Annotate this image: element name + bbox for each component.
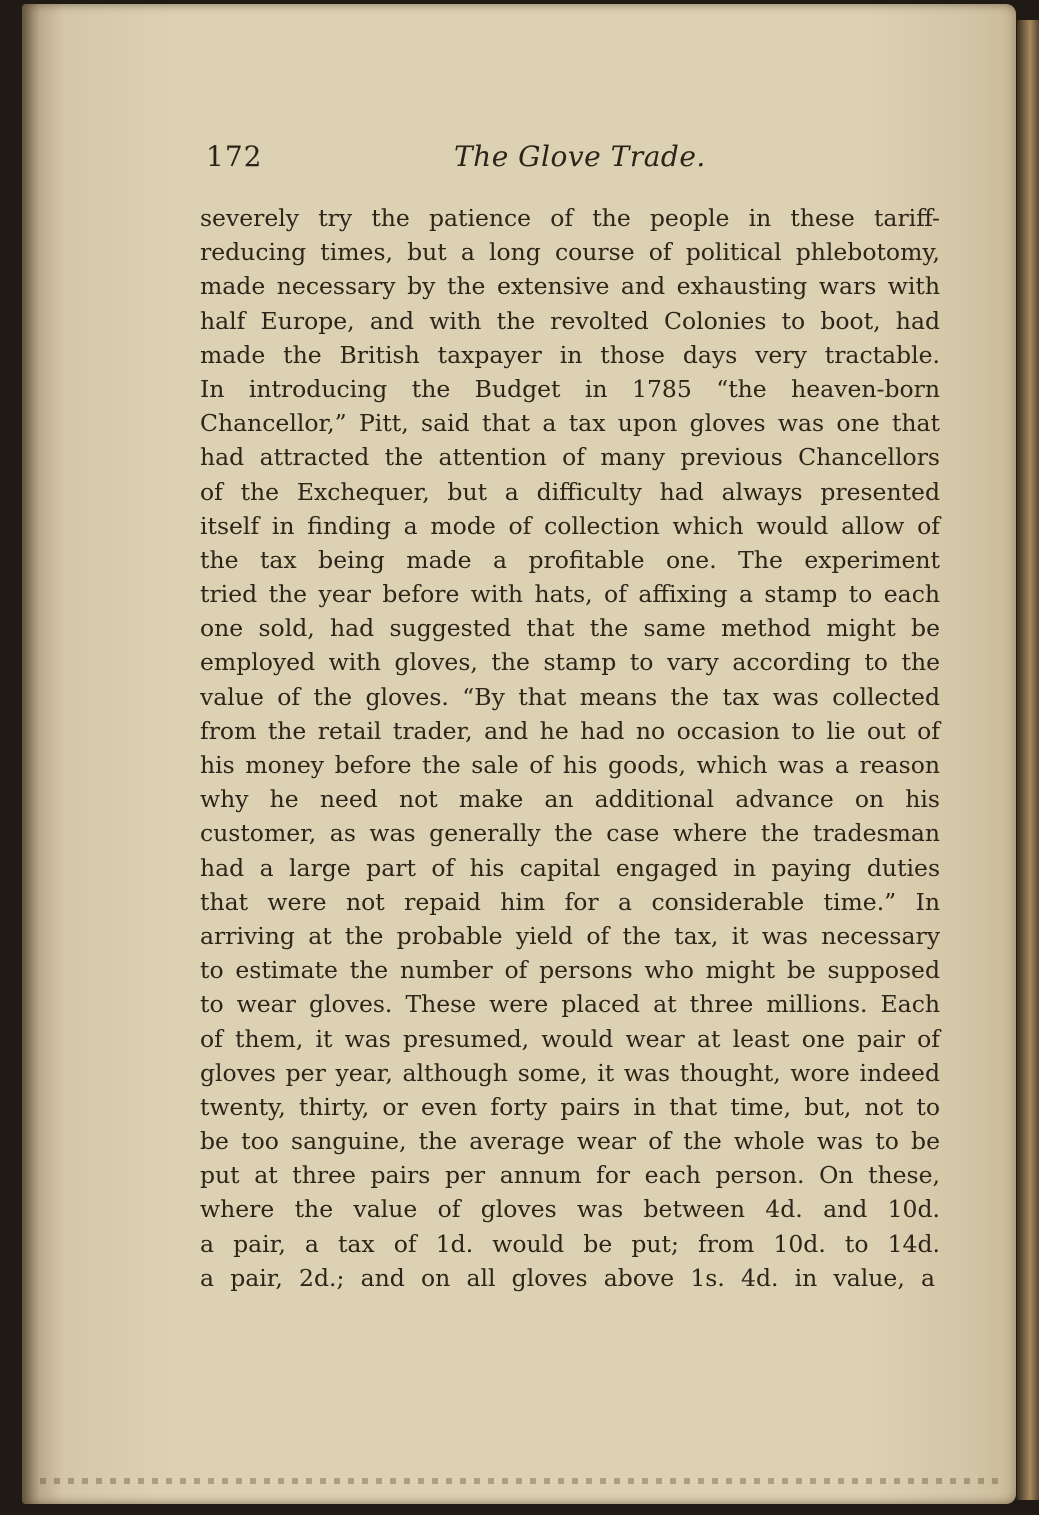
text-line: a pair, a tax of 1d. would be put; from 10d. to 14d.	[200, 1229, 940, 1258]
text-line: Chancellor,” Pitt, said that a tax upon gloves was one that	[200, 409, 940, 438]
text-line: value of the gloves. “By that means the tax was collected	[200, 682, 940, 711]
text-line: to wear gloves. These were placed at three millions. Each	[200, 990, 940, 1019]
text-line: from the retail trader, and he had no occasion to lie out of	[200, 716, 940, 745]
text-line: made necessary by the extensive and exhausting wars with	[200, 272, 940, 301]
text-line: put at three pairs per annum for each person. On these,	[200, 1161, 940, 1190]
text-line: that were not repaid him for a considerable time.” In	[200, 887, 940, 916]
text-line: In introducing the Budget in 1785 “the heaven-born	[200, 374, 940, 403]
page-number: 172	[206, 140, 263, 173]
text-line: half Europe, and with the revolted Colonies to boot, had	[200, 306, 940, 335]
running-title: The Glove Trade.	[454, 140, 706, 173]
adjacent-page-edge	[1017, 20, 1039, 1500]
text-line: employed with gloves, the stamp to vary according to the	[200, 648, 940, 677]
binding-gutter	[22, 4, 62, 1504]
text-line: made the British taxpayer in those days very tractable.	[200, 340, 940, 369]
text-line: twenty, thirty, or even forty pairs in that time, but, not to	[200, 1092, 940, 1121]
text-line: reducing times, but a long course of political phlebotomy,	[200, 238, 940, 267]
text-line: had a large part of his capital engaged in paying duties	[200, 853, 940, 882]
text-line: a pair, 2d.; and on all gloves above 1s. 4d. in value, a	[200, 1263, 935, 1292]
page-bottom-edge	[40, 1478, 1000, 1484]
text-line: itself in finding a mode of collection which would allow of	[200, 511, 940, 540]
text-line: why he need not make an additional advance on his	[200, 785, 940, 814]
text-line: of the Exchequer, but a difficulty had always presented	[200, 477, 940, 506]
text-line: the tax being made a profitable one. The experiment	[200, 545, 940, 574]
text-line: customer, as was generally the case where the tradesman	[200, 819, 940, 848]
text-line: gloves per year, although some, it was thought, wore indeed	[200, 1058, 940, 1087]
page-header	[206, 140, 946, 184]
text-line: where the value of gloves was between 4d. and 10d.	[200, 1195, 940, 1224]
text-line: of them, it was presumed, would wear at least one pair of	[200, 1024, 940, 1053]
text-line: arriving at the probable yield of the tax, it was necessary	[200, 921, 940, 950]
text-line: be too sanguine, the average wear of the whole was to be	[200, 1127, 940, 1156]
text-line: severely try the patience of the people in these tariff-	[200, 204, 940, 232]
text-line: his money before the sale of his goods, which was a reason	[200, 751, 940, 779]
body-text	[200, 201, 940, 1295]
text-line: had attracted the attention of many previous Chancellors	[200, 443, 940, 472]
text-line: tried the year before with hats, of affixing a stamp to each	[200, 580, 940, 609]
text-line: to estimate the number of persons who might be supposed	[200, 956, 940, 985]
text-line: one sold, had suggested that the same method might be	[200, 614, 940, 643]
